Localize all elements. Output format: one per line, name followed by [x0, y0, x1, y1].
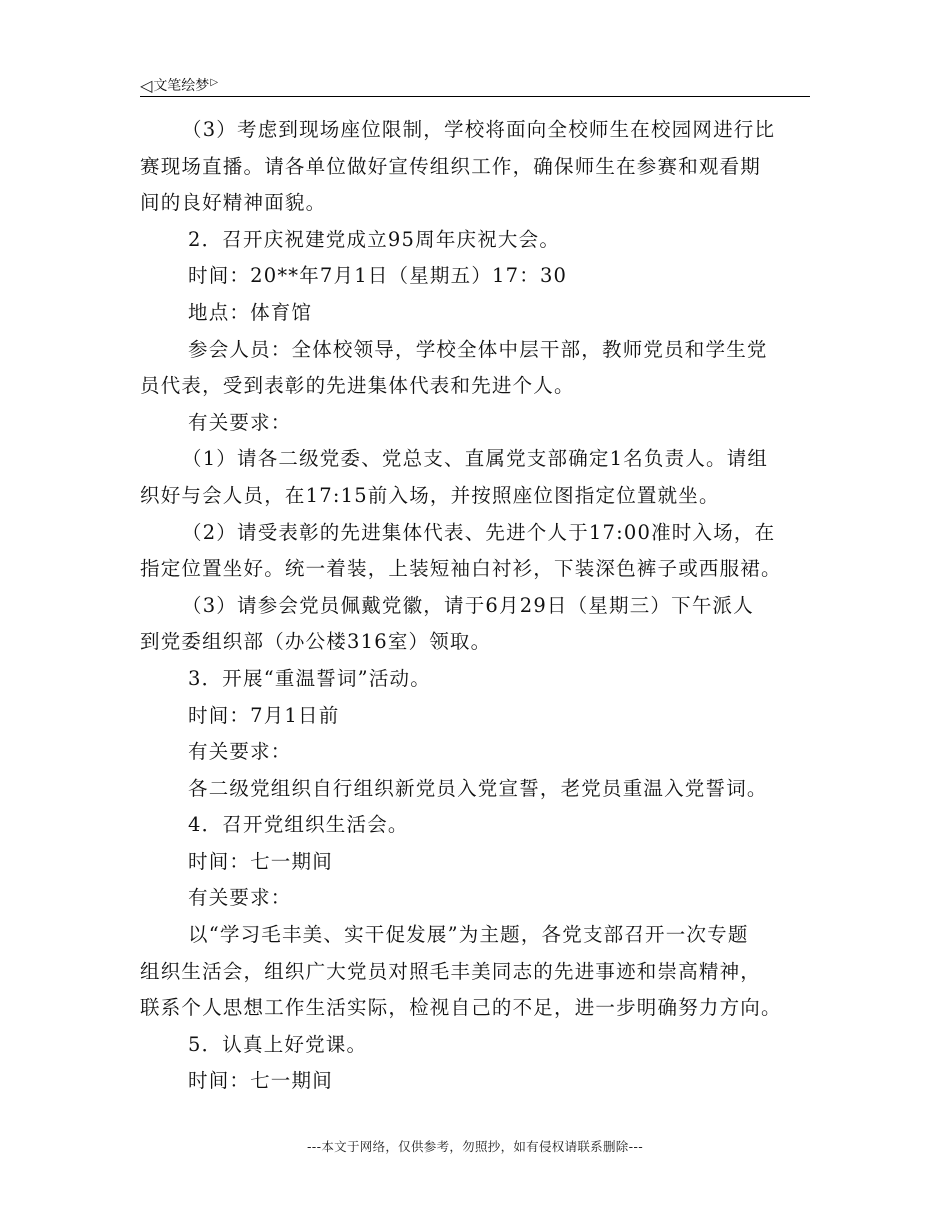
text-line: 时间：20**年7月1日（星期五）17：30	[188, 264, 568, 288]
text-line: 员代表，受到表彰的先进集体代表和先进个人。	[140, 374, 575, 398]
text-line: 组织生活会，组织广大党员对照毛丰美同志的先进事迹和崇高精神，	[140, 959, 762, 983]
triangle-left-icon: ◁	[140, 76, 153, 95]
text-line: 5．认真上好党课。	[188, 1032, 368, 1056]
text-line: 到党委组织部（办公楼316室）领取。	[140, 630, 492, 654]
text-line: 时间：7月1日前	[188, 703, 340, 727]
text-line: 3．开展“重温誓词”活动。	[188, 666, 431, 690]
document-body	[140, 112, 810, 1100]
text-line: 时间：七一期间	[188, 849, 333, 873]
text-line: 各二级党组织自行组织新党员入党宣誓，老党员重温入党誓词。	[188, 776, 768, 800]
text-line: 2．召开庆祝建党成立95周年庆祝大会。	[188, 227, 561, 251]
text-line: （3）请参会党员佩戴党徽，请于6月29日（星期三）下午派人	[182, 593, 754, 617]
text-line: 指定位置坐好。统一着装，上装短袖白衬衫，下装深色裤子或西服裙。	[140, 557, 782, 581]
text-line: 赛现场直播。请各单位做好宣传组织工作，确保师生在参赛和观看期	[140, 154, 762, 178]
page-header	[140, 70, 810, 97]
text-line: 时间：七一期间	[188, 1069, 333, 1093]
text-line: （1）请各二级党委、党总支、直属党支部确定1名负责人。请组	[182, 447, 769, 471]
text-line: 织好与会人员，在17:15前入场，并按照座位图指定位置就坐。	[140, 483, 720, 507]
text-line: 联系个人思想工作生活实际，检视自己的不足，进一步明确努力方向。	[140, 996, 782, 1020]
text-line: 有关要求：	[188, 886, 292, 910]
page-footer: ---本文于网络，仅供参考，勿照抄，如有侵权请联系删除---	[306, 1139, 644, 1154]
text-line: 4．召开党组织生活会。	[188, 813, 409, 837]
text-line: （2）请受表彰的先进集体代表、先进个人于17:00准时入场，在	[182, 520, 776, 544]
text-line: 参会人员：全体校领导，学校全体中层干部，教师党员和学生党	[188, 337, 768, 361]
header-logo	[140, 74, 218, 95]
text-line: 有关要求：	[188, 410, 292, 434]
text-line: 以“学习毛丰美、实干促发展”为主题，各党支部召开一次专题	[188, 923, 749, 947]
text-line: 地点：体育馆	[188, 300, 313, 324]
triangle-right-icon: ▷	[210, 77, 219, 88]
header-logo-text: 文笔绘梦	[153, 78, 210, 94]
text-line: 间的良好精神面貌。	[140, 191, 327, 215]
text-line: （3）考虑到现场座位限制，学校将面向全校师生在校园网进行比	[182, 118, 776, 141]
text-line: 有关要求：	[188, 740, 292, 764]
